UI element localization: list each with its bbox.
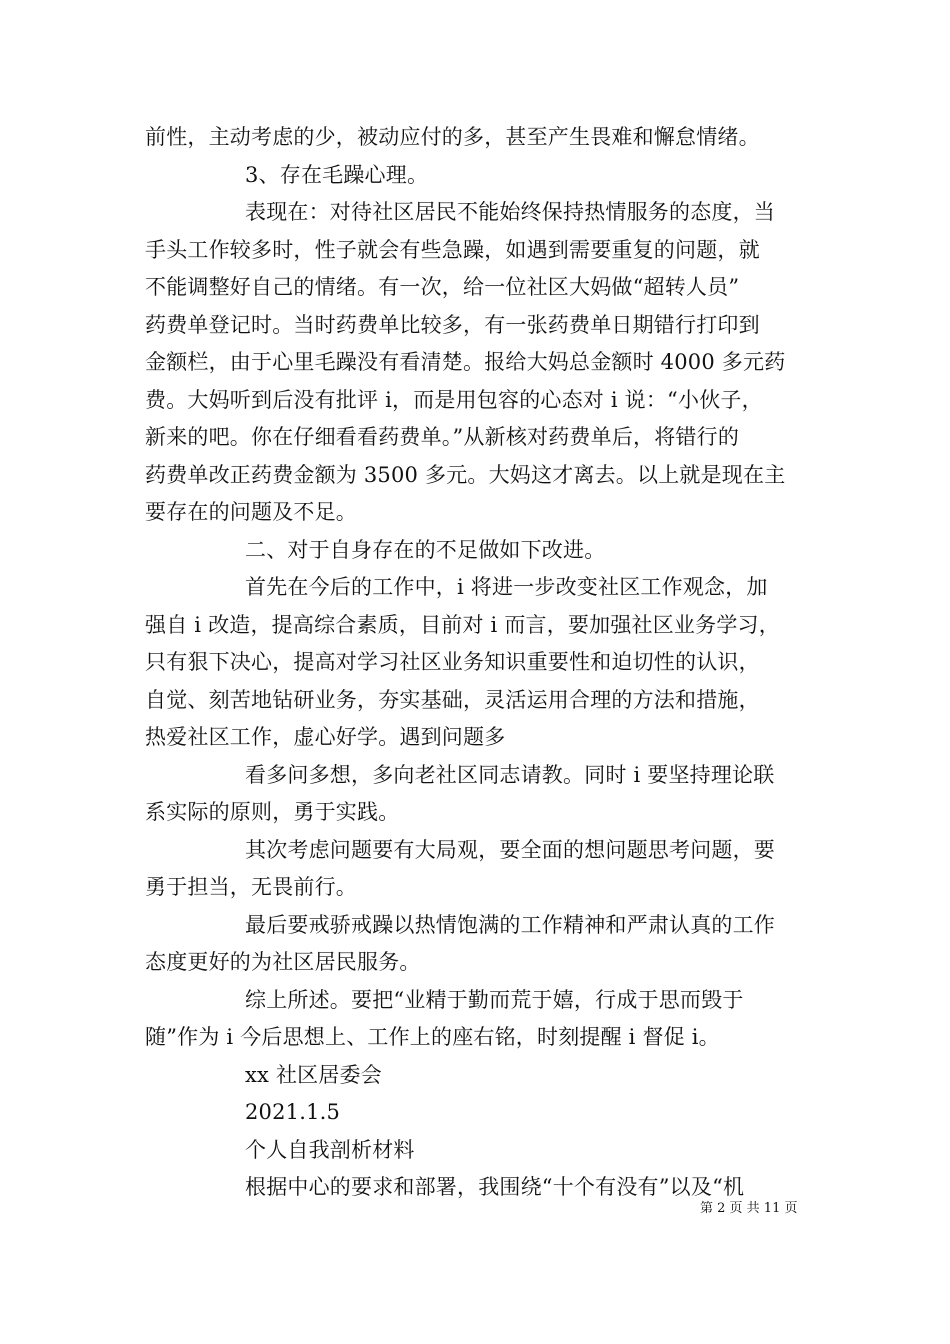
section-heading: 3、存在毛躁心理。 — [245, 162, 429, 187]
text-line: 前性，主动考虑的少，被动应付的多，甚至产生畏难和懈怠情绪。 — [145, 125, 760, 149]
text-line: 随”作为 i 今后思想上、工作上的座右铭，时刻提醒 i 督促 i。 — [145, 1025, 720, 1049]
text-line: 不能调整好自己的情绪。有一次，给一位社区大妈做“超转人员” — [145, 275, 740, 299]
text-line: 勇于担当，无畏前行。 — [145, 875, 357, 899]
text-line: 综上所述。要把“业精于勤而荒于嬉，行成于思而毁于 — [245, 987, 744, 1012]
signature-organization: xx 社区居委会 — [245, 1062, 382, 1087]
text-line: 表现在：对待社区居民不能始终保持热情服务的态度，当 — [245, 200, 775, 224]
text-line: 新来的吧。你在仔细看看药费单。”从新核对药费单后，将错行的 — [145, 425, 740, 449]
text-line: 药费单改正药费金额为 3500 多元。大妈这才离去。以上就是现在主 — [145, 462, 786, 487]
text-line: 系实际的原则，勇于实践。 — [145, 800, 400, 824]
text-line: 其次考虑问题要有大局观，要全面的想问题思考问题，要 — [245, 837, 775, 862]
text-line: 首先在今后的工作中，i 将进一步改变社区工作观念，加 — [245, 575, 768, 599]
text-line: 最后要戒骄戒躁以热情饱满的工作精神和严肃认真的工作 — [245, 912, 775, 937]
text-line: 只有狠下决心，提高对学习社区业务知识重要性和迫切性的认识， — [145, 650, 760, 674]
text-line: 要存在的问题及不足。 — [145, 500, 357, 524]
text-line: 自觉、刻苦地钻研业务，夯实基础，灵活运用合理的方法和措施， — [145, 687, 760, 712]
text-line: 根据中心的要求和部署，我围绕“十个有没有”以及“机 — [245, 1175, 745, 1199]
text-line: 态度更好的为社区居民服务。 — [145, 950, 421, 974]
document-title: 个人自我剖析材料 — [245, 1137, 415, 1162]
text-line: 金额栏，由于心里毛躁没有看清楚。报给大妈总金额时 4000 多元药 — [145, 350, 786, 374]
text-line: 强自 i 改造，提高综合素质，目前对 i 而言，要加强社区业务学习， — [145, 612, 780, 637]
text-line: 热爱社区工作，虚心好学。遇到问题多 — [145, 725, 506, 749]
text-line: 费。大妈听到后没有批评 i，而是用包容的心态对 i 说：“小伙子， — [145, 387, 763, 412]
text-line: 手头工作较多时，性子就会有些急躁，如遇到需要重复的问题，就 — [145, 237, 760, 262]
signature-date: 2021.1.5 — [245, 1100, 341, 1124]
text-line: 看多问多想，多向老社区同志请教。同时 i 要坚持理论联 — [245, 762, 775, 787]
section-heading: 二、对于自身存在的不足做如下改进。 — [245, 537, 606, 562]
page-number-footer: 第 2 页 共 11 页 — [700, 1201, 798, 1216]
text-line: 药费单登记时。当时药费单比较多，有一张药费单日期错行打印到 — [145, 312, 760, 337]
